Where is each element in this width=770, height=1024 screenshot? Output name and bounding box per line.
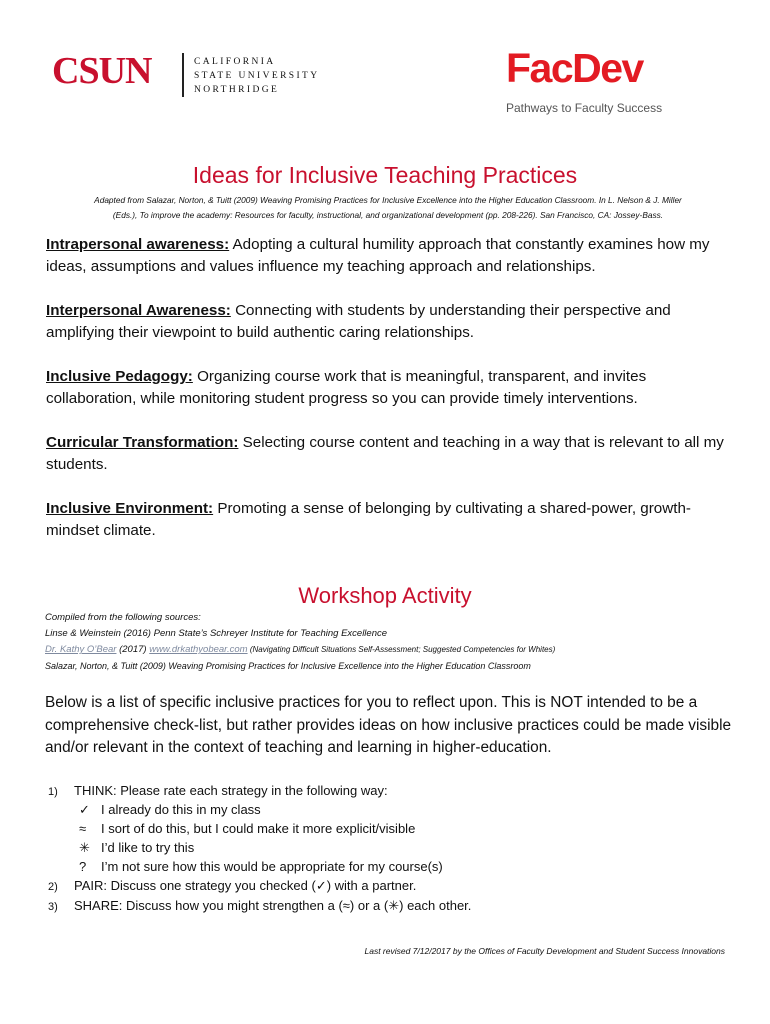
step-share — [48, 896, 698, 917]
practice-interpersonal — [46, 300, 736, 344]
practice-text: Selecting course content and teaching in a way that is relevant to all my students. — [46, 434, 724, 473]
intro-paragraph: Below is a list of specific inclusive practices for you to reflect upon. This is NOT intended to be a comprehensive check-list, but rather provides ideas on how inclusive practices could be made visible and/or relevant in the context of teaching and learning in higher-education. — [45, 694, 732, 756]
step-text: THINK: Please rate each strategy in the following way: — [74, 783, 388, 798]
rating-already — [79, 800, 729, 819]
facdev-tagline — [506, 102, 662, 114]
facdev-logo: FacDev — [506, 45, 643, 91]
practice-intrapersonal — [46, 234, 736, 278]
citation-line-2: (Eds.), To improve the academy: Resources for faculty, instructional, and organizational development (pp. 208-226). San Francisco, CA: Jossey-Bass. — [112, 210, 664, 220]
workshop-title: Workshop Activity — [298, 583, 472, 608]
practice-heading: Interpersonal Awareness: — [46, 302, 231, 319]
source-website-link[interactable]: www.drkathyobear.com — [149, 644, 248, 655]
approx-icon: ≈ — [79, 821, 87, 836]
checkmark-icon: ✓ — [79, 802, 90, 817]
practice-text: Adopting a cultural humility approach that constantly examines how my ideas, assumptions and values influence my teaching approach and relationships. — [46, 236, 710, 275]
citation — [48, 193, 728, 223]
step-text: SHARE: Discuss how you might strengthen a ( — [74, 898, 343, 913]
step-pair — [48, 876, 698, 897]
source-line-1: Linse & Weinstein (2016) Penn State’s Schreyer Institute for Teaching Excellence — [45, 628, 388, 639]
step-number: 1) — [48, 786, 58, 798]
step-number: 3) — [48, 901, 58, 913]
step-text: ) or a ( — [349, 898, 389, 913]
source-year: (2017) — [116, 644, 150, 655]
footer-note: Last revised 7/12/2017 by the Offices of Faculty Development and Student Success Innovations — [364, 946, 725, 956]
practice-text: Promoting a sense of belonging by cultivating a shared-power, growth-mindset climate. — [46, 500, 691, 539]
practice-heading: Inclusive Environment: — [46, 500, 214, 517]
facdev-tagline-prefix: Pathways to — [506, 101, 575, 115]
approx-icon: ≈ — [342, 898, 350, 913]
rating-sort-of — [79, 819, 729, 838]
step-text: ) each other. — [399, 898, 472, 913]
rating-try — [79, 838, 729, 857]
practice-heading: Intrapersonal awareness: — [46, 236, 230, 253]
rating-not-sure — [79, 857, 729, 876]
source-note: (Navigating Difficult Situations Self-Assessment; Suggested Competencies for Whites) — [247, 645, 556, 654]
page-title: Ideas for Inclusive Teaching Practices — [192, 162, 578, 188]
source-line-2 — [45, 642, 735, 658]
rating-text: I’m not sure how this would be appropriate for my course(s) — [101, 859, 443, 874]
source-author-link[interactable]: Dr. Kathy O’Bear — [45, 644, 117, 655]
practice-environment — [46, 498, 736, 542]
practice-pedagogy — [46, 366, 736, 410]
citation-line-1: Adapted from Salazar, Norton, & Tuitt (2009) Weaving Promising Practices for Inclusive Excellence into the Higher Education Classroom. In L. Nelson & J. Miller — [94, 195, 682, 205]
rating-text: I’d like to try this — [101, 840, 195, 855]
practice-heading: Inclusive Pedagogy: — [46, 368, 193, 385]
csun-subtitle-line-2: STATE UNIVERSITY — [194, 71, 320, 81]
csun-logo: CSUN — [52, 50, 152, 92]
practice-curricular — [46, 432, 736, 476]
facdev-tagline-accent: Faculty Success — [574, 101, 663, 115]
practice-text: Connecting with students by understanding their perspective and amplifying their viewpoint to build authentic caring relationships. — [46, 302, 671, 341]
step-text: ) with a partner. — [326, 878, 417, 893]
question-icon: ? — [79, 859, 87, 874]
practice-text: Organizing course work that is meaningful, transparent, and invites collaboration, while monitoring student progress so you can provide timely interventions. — [46, 368, 647, 407]
step-number: 2) — [48, 881, 58, 893]
asterisk-icon: ✳ — [388, 898, 400, 913]
checkmark-icon: ✓ — [315, 878, 327, 893]
csun-subtitle-line-3: NORTHRIDGE — [194, 85, 280, 95]
csun-subtitle-line-1: CALIFORNIA — [194, 57, 276, 67]
rating-text: I already do this in my class — [101, 802, 261, 817]
step-think — [48, 781, 698, 802]
rating-text: I sort of do this, but I could make it more explicit/visible — [101, 821, 416, 836]
step-text: PAIR: Discuss one strategy you checked ( — [74, 878, 316, 893]
logo-divider — [182, 53, 184, 97]
asterisk-icon: ✳ — [79, 840, 90, 855]
source-line-3: Salazar, Norton, & Tuitt (2009) Weaving Promising Practices for Inclusive Excellence into the Higher Education Classroom — [45, 661, 531, 671]
sources-intro: Compiled from the following sources: — [45, 612, 201, 623]
practice-heading: Curricular Transformation: — [46, 434, 239, 451]
